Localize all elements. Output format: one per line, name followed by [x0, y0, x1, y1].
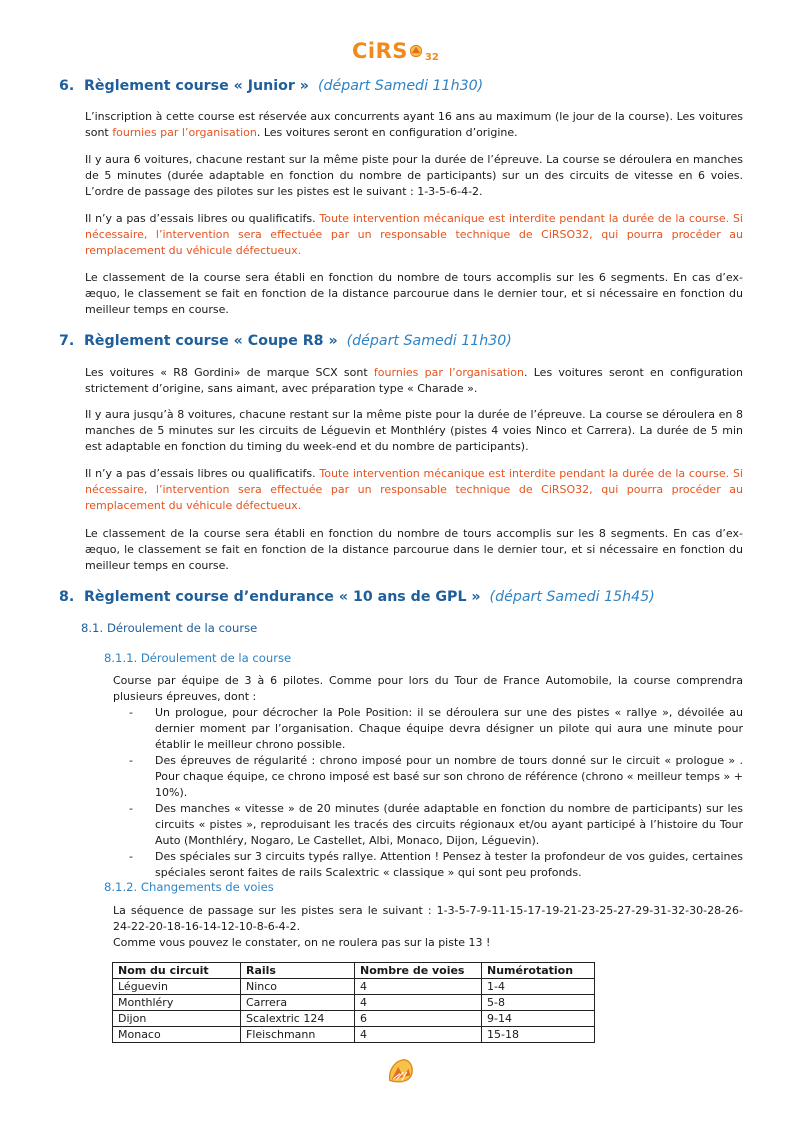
table-cell: Monaco	[113, 1027, 241, 1043]
subsection-8-1-heading	[81, 621, 257, 635]
circuits-table	[112, 962, 595, 1043]
bullet-dash: -	[129, 706, 133, 719]
bullet-dash: -	[129, 802, 133, 815]
section-6-paragraph-2: Il y aura 6 voitures, chacune restant sur la même piste pour la durée de l’épreuve. La course se déroulera en manches de 5 minutes (durée adaptable en fonction du nombre de participants) sur un des circuits de vitesse en 6 voies. L’ordre de passage des pilotes sur les pistes est le suivant : 1-3-5-6-4-2.	[85, 153, 743, 198]
list-item	[113, 705, 743, 753]
s7-p1-text-c: . Les voitures seront en configuration strictement d’origine, sans aimant, avec préparation type « Charade ».	[85, 366, 743, 395]
table-cell: Léguevin	[113, 979, 241, 995]
table-cell: 4	[355, 995, 482, 1011]
table-cell: 4	[355, 1027, 482, 1043]
table-cell: 9-14	[482, 1011, 595, 1027]
table-cell: Monthléry	[113, 995, 241, 1011]
list-item	[113, 849, 743, 881]
section-6-heading	[59, 78, 483, 94]
section-7-number: 7.	[59, 333, 75, 349]
table-row	[113, 1027, 595, 1043]
table-cell: 15-18	[482, 1027, 595, 1043]
table-cell: Carrera	[241, 995, 355, 1011]
shell-logo-icon	[409, 44, 423, 58]
column-header-circuit: Nom du circuit	[113, 963, 241, 979]
section-8-number: 8.	[59, 589, 75, 605]
column-header-lanes: Nombre de voies	[355, 963, 482, 979]
section-7-paragraph-1	[85, 365, 743, 397]
s6-p1-text-a: L’inscription à cette course est réservée aux concurrents ayant 16 ans au maximum (le jour de la course). Les voitures sont	[85, 110, 743, 139]
list-item-text: Des manches « vitesse » de 20 minutes (durée adaptable en fonction du nombre de participants) sur les circuits « pistes », reproduisant les tracés des circuits régionaux et/ou ayant participé à l’histoire du Tour Auto (Monthléry, Nogaro, Le Castellet, Albi, Monaco, Dijon, Léguevin).	[155, 802, 743, 847]
table-cell: 6	[355, 1011, 482, 1027]
table-row	[113, 995, 595, 1011]
list-item-text: Des spéciales sur 3 circuits typés rallye. Attention ! Pensez à tester la profondeur de vos guides, certaines spéciales seront faites de rails Scalextric « classique » qui sont peu profonds.	[155, 850, 743, 879]
s7-p1-text-a: Les voitures « R8 Gordini» de marque SCX sont	[85, 366, 374, 379]
section-7-paragraph-4: Le classement de la course sera établi en fonction du nombre de tours accomplis sur les 8 segments. En cas d’ex-æquo, le classement se fait en fonction de la distance parcourue dans le dernier tour, et si nécessaire en fonction du meilleur temps en course.	[85, 527, 743, 572]
s7-p3-highlight: Toute intervention mécanique est interdite pendant la durée de la course. Si nécessaire, l’intervention sera effectuée par un responsable technique de CiRSO32, qui pourra procéder au remplacement du véhicule défectueux.	[85, 467, 743, 512]
section-8-departure: (départ Samedi 15h45)	[489, 589, 655, 605]
subsection-8-1-2-heading: 8.1.2. Changements de voies	[104, 880, 274, 894]
table-cell: Dijon	[113, 1011, 241, 1027]
section-7-departure: (départ Samedi 11h30)	[346, 333, 512, 349]
logo-text-left: CiRS	[352, 38, 408, 63]
cirso-logo	[352, 38, 452, 64]
subsection-8-1-number: 8.1.	[81, 621, 104, 635]
section-6-paragraph-4: Le classement de la course sera établi en fonction du nombre de tours accomplis sur les 6 segments. En cas d’ex-æquo, le classement se fait en fonction de la distance parcourue dans le dernier tour, et si nécessaire en fonction du meilleur temps en course.	[85, 271, 743, 316]
section-7-title: Règlement course « Coupe R8 »	[84, 333, 338, 349]
subsection-8-1-2-sequence: La séquence de passage sur les pistes sera le suivant : 1-3-5-7-9-11-15-17-19-21-23-25-27-29-31-32-30-28-26-24-22-20-18-16-14-12-10-8-6-4-2.	[113, 904, 743, 933]
section-6-number: 6.	[59, 78, 75, 94]
list-item	[113, 801, 743, 849]
s6-p1-text-c: . Les voitures seront en configuration d’origine.	[256, 126, 518, 139]
table-row	[113, 1011, 595, 1027]
table-cell: Fleischmann	[241, 1027, 355, 1043]
table-header-row	[113, 963, 595, 979]
s7-p1-highlight: fournies par l’organisation	[373, 366, 524, 379]
section-7-heading	[59, 333, 512, 349]
column-header-numbering: Numérotation	[482, 963, 595, 979]
logo-text-right: 32	[424, 51, 439, 63]
table-cell: 5-8	[482, 995, 595, 1011]
section-6-title: Règlement course « Junior »	[84, 78, 309, 94]
s7-p3-text-a: Il n’y a pas d’essais libres ou qualificatifs.	[85, 467, 320, 480]
table-cell: 4	[355, 979, 482, 995]
section-6-departure: (départ Samedi 11h30)	[317, 78, 484, 94]
section-6-paragraph-3	[85, 211, 743, 259]
section-7-paragraph-2: Il y aura jusqu’à 8 voitures, chacune restant sur la même piste pour la durée de l’épreuve. La course se déroulera en 8 manches de 5 minutes sur les circuits de Léguevin et Monthléry (pistes 4 voies Ninco et Carrera). La durée de 5 min est adaptable en fonction du timing du week-end et du nombre de participants).	[85, 408, 743, 453]
s6-p3-highlight: Toute intervention mécanique est interdite pendant la durée de la course. Si nécessaire, l’intervention sera effectuée par un responsable technique de CiRSO32, qui pourra procéder au remplacement du véhicule défectueux.	[85, 212, 743, 257]
table-cell: Scalextric 124	[241, 1011, 355, 1027]
subsection-8-1-title: Déroulement de la course	[107, 621, 258, 635]
section-8-heading	[59, 589, 655, 605]
section-7-paragraph-3	[85, 466, 743, 514]
s6-p3-text-a: Il n’y a pas d’essais libres ou qualificatifs.	[85, 212, 320, 225]
shell-footer-icon	[383, 1055, 417, 1089]
list-item-text: Un prologue, pour décrocher la Pole Position: il se déroulera sur une des pistes « rallye », dévoilée au dernier moment par l’organisation. Chaque équipe devra désigner un pilote qui aura une minute pour établir le meilleur chrono possible.	[155, 706, 743, 751]
list-item-text: Des épreuves de régularité : chrono imposé pour un nombre de tours donné sur le circuit « prologue » . Pour chaque équipe, ce chrono imposé est basé sur son chrono de référence (chrono « meilleur temps » + 10%).	[155, 754, 743, 799]
subsection-8-1-1-heading: 8.1.1. Déroulement de la course	[104, 651, 292, 665]
column-header-rails: Rails	[241, 963, 355, 979]
table-row	[113, 979, 595, 995]
bullet-dash: -	[129, 850, 133, 863]
bullet-dash: -	[129, 754, 133, 767]
race-events-list	[113, 705, 743, 881]
s6-p1-highlight: fournies par l’organisation	[112, 126, 257, 139]
subsection-8-1-2-note: Comme vous pouvez le constater, on ne roulera pas sur la piste 13 !	[113, 936, 491, 949]
section-6-paragraph-1	[85, 109, 743, 141]
list-item	[113, 753, 743, 801]
table-cell: Ninco	[241, 979, 355, 995]
section-8-title: Règlement course d’endurance « 10 ans de GPL »	[84, 589, 481, 605]
subsection-8-1-1-intro: Course par équipe de 3 à 6 pilotes. Comme pour lors du Tour de France Automobile, la course comprendra plusieurs épreuves, dont :	[113, 674, 743, 703]
table-cell: 1-4	[482, 979, 595, 995]
